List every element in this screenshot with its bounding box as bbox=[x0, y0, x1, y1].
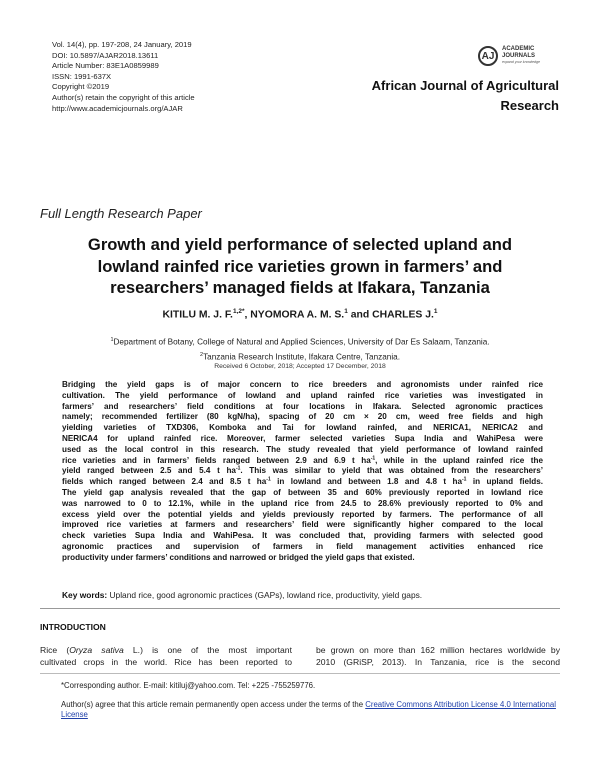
intro-column-right bbox=[316, 644, 560, 668]
license-text: Author(s) agree that this article remain permanently open access under the terms of the bbox=[61, 700, 366, 709]
abstract-line: fields which ranged between 2.4 and 8.5 t $ha^{-1}$ in lowland and between 1.8 and 4.8 t $ha^{-1}$ in upland fields. bbox=[62, 476, 543, 487]
author-sup: 1 bbox=[344, 308, 348, 315]
abstract-line: Bridging the yield gaps is of major concern to rice breeders and agronomists under rainfed rice bbox=[62, 380, 543, 389]
abstract-line: rice varieties and in farmers’ fields ranged between 2.9 and 6.9 t $ha^{-1}$, while in the upland rainfed rice the bbox=[62, 454, 543, 465]
keywords bbox=[62, 590, 422, 600]
corresponding-author-footnote: *Corresponding author. E-mail: kitiluj@yahoo.com. Tel: +225 -755259776. bbox=[61, 681, 316, 690]
intro-line: Rice (Oryza sativa L.) is one of the most important bbox=[40, 645, 292, 655]
abstract-line: yield ranged between 2.5 and 5.4 t $ha^{-1}$. This was similar to yield that was obtained from the researchers’ bbox=[62, 465, 543, 476]
introduction-heading: INTRODUCTION bbox=[40, 622, 106, 632]
publisher-logo bbox=[478, 46, 540, 66]
paper-title bbox=[40, 234, 560, 299]
footnote-divider bbox=[40, 673, 560, 674]
author-list: KITILU M. J. F.$^{1,2*}$, NYOMORA A. M. S.$^1$ and CHARLES J.$^1$ bbox=[162, 308, 438, 321]
abstract-line: namely; recommended fertilizer (80 kgN/ha), spacing of 20 cm × 20 cm, weed free fields and high bbox=[62, 412, 543, 422]
keywords-text: Upland rice, good agronomic practices (GAPs), lowland rice, productivity, yield gaps. bbox=[107, 590, 423, 600]
author-charles: CHARLES J. bbox=[372, 309, 434, 321]
logo-line2: JOURNALS bbox=[502, 52, 536, 59]
abstract-line: agronomic practices and supervision of farmers in field management activities enhanced rice bbox=[62, 541, 543, 551]
abstract-line: excess yield over the potential yields and yields previously reported by farmers. The performance of all bbox=[62, 509, 543, 519]
affiliations bbox=[40, 334, 560, 363]
affiliation-2: $^2$Tanzania Research Institute, Ifakara Centre, Tanzania. bbox=[200, 351, 400, 362]
abstract bbox=[62, 380, 543, 564]
title-line: researchers’ managed fields at Ifakara, Tanzania bbox=[110, 278, 490, 297]
abstract-line: farmers’ and researchers’ field conditions at four locations in Ifakara. Selected agronomic practices bbox=[62, 401, 543, 411]
author-nyomora: NYOMORA A. M. S. bbox=[250, 309, 345, 321]
meta-volume: Vol. 14(4), pp. 197-208, 24 January, 2019 bbox=[52, 40, 192, 49]
received-dates: Received 6 October, 2018; Accepted 17 December, 2018 bbox=[214, 363, 386, 370]
meta-rights: Author(s) retain the copyright of this article bbox=[52, 92, 195, 102]
species-name: Oryza sativa bbox=[69, 645, 124, 655]
title-line: lowland rainfed rice varieties grown in farmers’ and bbox=[97, 256, 503, 276]
author-sup: 1,2* bbox=[232, 308, 245, 315]
journal-name-line1: African Journal of Agricultural bbox=[371, 78, 559, 93]
logo-wordmark bbox=[502, 46, 540, 66]
journal-name-line2: Research bbox=[500, 98, 559, 113]
logo-tagline: expand your knowledge bbox=[502, 60, 540, 65]
abstract-line: used as the local control in this research. The study revealed that yield performance of lowland rainfed bbox=[62, 444, 543, 454]
meta-url[interactable]: http://www.academicjournals.org/AJAR bbox=[52, 103, 183, 113]
section-divider bbox=[40, 608, 560, 609]
author-sup: 1 bbox=[433, 308, 438, 315]
meta-doi: DOI: 10.5897/AJAR2018.13611 bbox=[52, 50, 159, 60]
article-metadata bbox=[52, 40, 195, 114]
keywords-label: Key words: bbox=[62, 590, 108, 600]
abstract-line: improved rice varieties at farmers and researchers’ field were significantly higher compared to the local bbox=[62, 520, 543, 530]
intro-line: be grown on more than 162 million hectares worldwide by bbox=[316, 645, 560, 655]
author-kitilu: KITILU M. J. F. bbox=[162, 309, 233, 321]
affiliation-1: $^1$Department of Botany, College of Natural and Applied Sciences, University of Dar Es Salaam, Tanzania. bbox=[110, 337, 490, 347]
meta-article-number: Article Number: 83E1A0859989 bbox=[52, 61, 159, 71]
paper-type: Full Length Research Paper bbox=[40, 206, 202, 221]
author-conjunction: and bbox=[350, 309, 370, 321]
aj-logo-icon: AJ bbox=[478, 46, 498, 66]
abstract-line: yielding varieties of TXD306, Komboka and Tai for lowland rainfed, and NERICA1, NERICA2 and bbox=[62, 423, 543, 433]
abstract-line: check varieties Supa India and WahiPesa. It was concluded that, providing farmers with selected good bbox=[62, 531, 543, 541]
journal-name bbox=[372, 76, 559, 116]
abstract-line: was narrowed to 0 to 12.1%, while in the upland rice from 24.5 to 28.6% previously reported to 0% and bbox=[62, 498, 543, 508]
abstract-line: The yield gap analysis revealed that the gap of between 35 and 60% previously reported in lowland rice bbox=[62, 487, 543, 497]
meta-issn: ISSN: 1991-637X bbox=[52, 71, 112, 81]
license-link[interactable]: Creative Commons Attribution License 4.0 International License bbox=[61, 700, 556, 719]
abstract-line: NERICA4 for upland rainfed rice. Moreover, farmer selected varieties Supa India and WahiPesa were bbox=[62, 433, 543, 443]
intro-line: 2010 (GRiSP, 2013). In Tanzania, rice is the second bbox=[316, 657, 560, 667]
intro-line: cultivated crops in the world. Rice has been reported to bbox=[40, 657, 292, 667]
abstract-line: cultivation. The yield performance of lowland and upland rainfed rice varieties was investigated in bbox=[62, 390, 543, 400]
abstract-line: productivity under farmers’ conditions and narrowed or bridged the yield gaps that existed. bbox=[62, 552, 415, 562]
meta-copyright: Copyright ©2019 bbox=[52, 82, 110, 92]
logo-line1: ACADEMIC bbox=[502, 46, 535, 53]
title-line: Growth and yield performance of selected upland and bbox=[87, 235, 513, 254]
intro-column-left bbox=[40, 644, 292, 668]
license-statement bbox=[61, 700, 561, 720]
